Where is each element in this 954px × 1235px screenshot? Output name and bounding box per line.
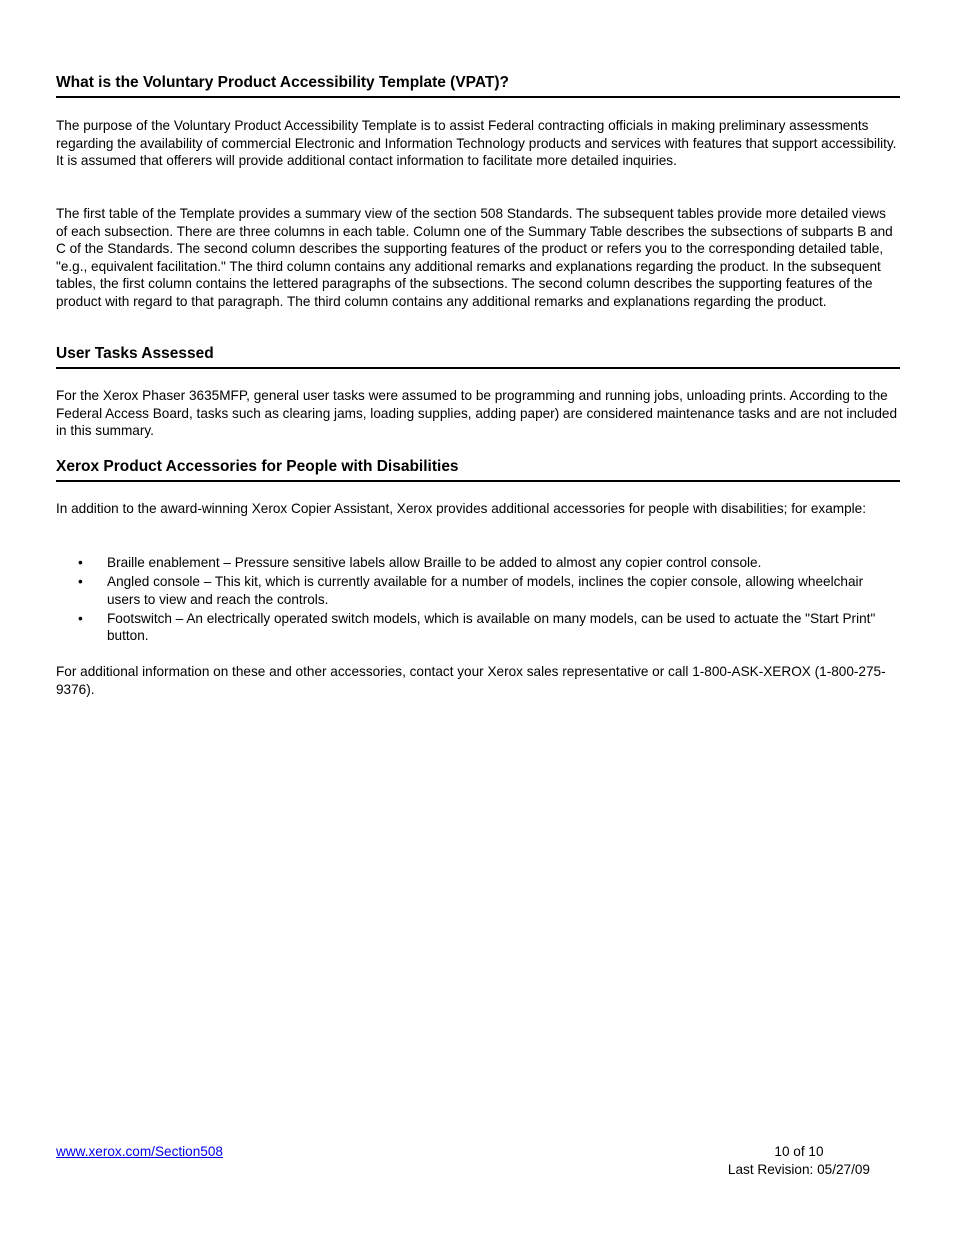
vpat-paragraph-2: The first table of the Template provides a summary view of the section 508 Standards. The subsequent tables provide more detailed views of each subsection. There are three columns in each table. Column one of the Summary Table describes the subsections of subparts B and C of the Standards. The second column describes the supporting features of the product or refers you to the corresponding detailed table, "e.g., equivalent facilitation." The third column contains any additional remarks and explanations regarding the product. In the subsequent tables, the first column contains the lettered paragraphs of the subsections. The second column describes the supporting features of the product with regard to that paragraph. The third column contains any additional remarks and explanations regarding the product.: [56, 206, 893, 309]
list-item-text: Angled console – This kit, which is currently available for a number of models, inclines the copier console, allowing wheelchair users to view and reach the controls.: [107, 574, 864, 607]
vpat-paragraph-1: The purpose of the Voluntary Product Accessibility Template is to assist Federal contracting officials in making preliminary assessments regarding the availability of commercial Electronic and Information Technology products and services with features that support accessibility. It is assumed that offerers will provide additional contact information to facilitate more detailed inquiries.: [56, 118, 897, 168]
user-tasks-heading: User Tasks Assessed: [56, 344, 900, 369]
page-footer-info: [728, 1143, 870, 1178]
bullet-icon: •: [78, 610, 83, 626]
user-tasks-paragraph: For the Xerox Phaser 3635MFP, general user tasks were assumed to be programming and running jobs, unloading prints. According to the Federal Access Board, tasks such as clearing jams, loading supplies, adding paper) are considered maintenance tasks and are not included in this summary.: [56, 388, 898, 438]
list-item: [56, 610, 900, 645]
list-item: [56, 554, 900, 572]
vpat-heading: What is the Voluntary Product Accessibility Template (VPAT)?: [56, 73, 900, 98]
accessories-heading: Xerox Product Accessories for People with Disabilities: [56, 457, 900, 482]
section508-link[interactable]: www.xerox.com/Section508: [56, 1144, 223, 1159]
list-item: [56, 573, 900, 608]
last-revision: Last Revision: 05/27/09: [727, 1161, 870, 1177]
bullet-icon: •: [78, 555, 83, 570]
accessories-intro: In addition to the award-winning Xerox Copier Assistant, Xerox provides additional accessories for people with disabilities; for example:: [56, 501, 867, 516]
accessories-closing: For additional information on these and other accessories, contact your Xerox sales representative or call 1-800-ASK-XEROX (1-800-275-9376).: [56, 664, 886, 697]
page-number: 10 of 10: [774, 1144, 824, 1159]
accessories-list: [56, 554, 900, 646]
bullet-icon: •: [78, 574, 83, 589]
list-item-text: Footswitch – An electrically operated switch models, which is available on many models, can be used to actuate the "Start Print" button.: [107, 610, 876, 643]
list-item-text: Braille enablement – Pressure sensitive labels allow Braille to be added to almost any copier control console.: [107, 555, 762, 570]
